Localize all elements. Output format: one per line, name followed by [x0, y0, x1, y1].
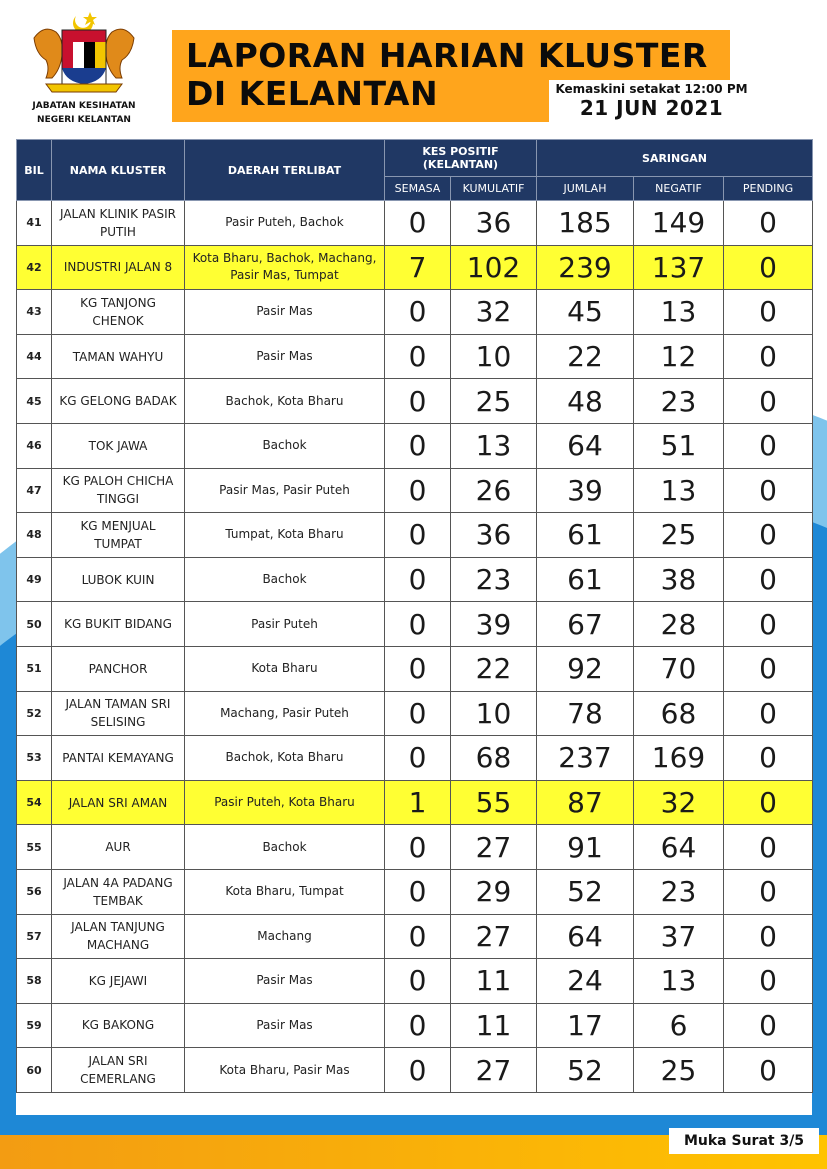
cell-pending: 0 [724, 1048, 813, 1093]
cell-kumulatif: 68 [451, 736, 537, 781]
cell-daerah: Pasir Puteh [185, 602, 385, 647]
cell-bil: 45 [17, 379, 52, 424]
cell-negatif: 149 [634, 201, 724, 246]
header-semasa: SEMASA [385, 177, 451, 201]
cell-negatif: 38 [634, 557, 724, 602]
cell-kumulatif: 27 [451, 1048, 537, 1093]
table-row [17, 869, 813, 914]
cell-negatif: 37 [634, 914, 724, 959]
page-title-line1: LAPORAN HARIAN KLUSTER [186, 36, 708, 75]
cell-kumulatif: 11 [451, 959, 537, 1004]
cell-kumulatif: 27 [451, 914, 537, 959]
cell-jumlah: 45 [537, 290, 634, 335]
cell-negatif: 12 [634, 334, 724, 379]
cell-semasa: 0 [385, 557, 451, 602]
cell-pending: 0 [724, 245, 813, 290]
cell-nama-kluster: AUR [52, 825, 185, 870]
cell-nama-kluster: KG BAKONG [52, 1003, 185, 1048]
cell-daerah: Bachok, Kota Bharu [185, 379, 385, 424]
table-row [17, 780, 813, 825]
cell-kumulatif: 13 [451, 423, 537, 468]
cell-semasa: 0 [385, 646, 451, 691]
cell-nama-kluster: JALAN TANJUNG MACHANG [52, 914, 185, 959]
cell-pending: 0 [724, 914, 813, 959]
org-name-line2: NEGERI KELANTAN [37, 115, 131, 125]
cell-semasa: 0 [385, 825, 451, 870]
cell-bil: 41 [17, 201, 52, 246]
cell-jumlah: 61 [537, 557, 634, 602]
cell-nama-kluster: LUBOK KUIN [52, 557, 185, 602]
cell-nama-kluster: PANTAI KEMAYANG [52, 736, 185, 781]
cell-negatif: 13 [634, 468, 724, 513]
table-row [17, 245, 813, 290]
cell-bil: 52 [17, 691, 52, 736]
cell-bil: 56 [17, 869, 52, 914]
cell-negatif: 137 [634, 245, 724, 290]
cell-bil: 53 [17, 736, 52, 781]
cell-bil: 58 [17, 959, 52, 1004]
cell-kumulatif: 26 [451, 468, 537, 513]
cell-semasa: 0 [385, 468, 451, 513]
cell-pending: 0 [724, 513, 813, 558]
org-name-line1: JABATAN KESIHATAN [32, 101, 136, 111]
cell-daerah: Pasir Mas [185, 959, 385, 1004]
cell-semasa: 0 [385, 691, 451, 736]
cell-pending: 0 [724, 468, 813, 513]
cell-nama-kluster: KG GELONG BADAK [52, 379, 185, 424]
cell-nama-kluster: KG JEJAWI [52, 959, 185, 1004]
cell-semasa: 0 [385, 959, 451, 1004]
cell-negatif: 25 [634, 1048, 724, 1093]
cell-jumlah: 64 [537, 423, 634, 468]
table-row [17, 602, 813, 647]
cell-pending: 0 [724, 825, 813, 870]
cell-bil: 54 [17, 780, 52, 825]
cell-nama-kluster: TAMAN WAHYU [52, 334, 185, 379]
cell-semasa: 7 [385, 245, 451, 290]
cell-kumulatif: 36 [451, 201, 537, 246]
cell-daerah: Kota Bharu [185, 646, 385, 691]
cell-nama-kluster: KG TANJONG CHENOK [52, 290, 185, 335]
cell-bil: 48 [17, 513, 52, 558]
cell-jumlah: 39 [537, 468, 634, 513]
cell-semasa: 0 [385, 334, 451, 379]
table-body [17, 201, 813, 1093]
table-row [17, 468, 813, 513]
cell-bil: 57 [17, 914, 52, 959]
header-kumulatif: KUMULATIF [451, 177, 537, 201]
cell-bil: 43 [17, 290, 52, 335]
cell-jumlah: 185 [537, 201, 634, 246]
table-row [17, 379, 813, 424]
cell-semasa: 0 [385, 423, 451, 468]
cell-jumlah: 24 [537, 959, 634, 1004]
header-pending: PENDING [724, 177, 813, 201]
cell-jumlah: 239 [537, 245, 634, 290]
cell-jumlah: 61 [537, 513, 634, 558]
cell-negatif: 70 [634, 646, 724, 691]
header-jumlah: JUMLAH [537, 177, 634, 201]
cell-daerah: Machang, Pasir Puteh [185, 691, 385, 736]
cell-nama-kluster: JALAN KLINIK PASIR PUTIH [52, 201, 185, 246]
page-title-line2: DI KELANTAN [186, 74, 439, 113]
cell-semasa: 0 [385, 513, 451, 558]
cell-daerah: Bachok [185, 423, 385, 468]
cell-daerah: Machang [185, 914, 385, 959]
header-negatif: NEGATIF [634, 177, 724, 201]
cell-daerah: Pasir Mas [185, 1003, 385, 1048]
cell-jumlah: 64 [537, 914, 634, 959]
cell-negatif: 32 [634, 780, 724, 825]
cell-nama-kluster: KG MENJUAL TUMPAT [52, 513, 185, 558]
cell-kumulatif: 10 [451, 691, 537, 736]
cell-jumlah: 78 [537, 691, 634, 736]
cell-negatif: 25 [634, 513, 724, 558]
table-row [17, 736, 813, 781]
cell-daerah: Kota Bharu, Tumpat [185, 869, 385, 914]
cell-pending: 0 [724, 869, 813, 914]
cell-bil: 59 [17, 1003, 52, 1048]
cell-pending: 0 [724, 780, 813, 825]
header-kes-positif-line1: KES POSITIF [422, 145, 499, 158]
cell-nama-kluster: JALAN 4A PADANG TEMBAK [52, 869, 185, 914]
table-row [17, 825, 813, 870]
cell-negatif: 23 [634, 869, 724, 914]
cell-jumlah: 91 [537, 825, 634, 870]
cell-bil: 55 [17, 825, 52, 870]
cell-kumulatif: 39 [451, 602, 537, 647]
cell-jumlah: 22 [537, 334, 634, 379]
cell-daerah: Pasir Mas, Pasir Puteh [185, 468, 385, 513]
cell-kumulatif: 27 [451, 825, 537, 870]
cell-jumlah: 237 [537, 736, 634, 781]
cell-semasa: 0 [385, 1048, 451, 1093]
table-row [17, 334, 813, 379]
header-kes-positif [385, 140, 537, 177]
cell-nama-kluster: KG BUKIT BIDANG [52, 602, 185, 647]
cell-pending: 0 [724, 736, 813, 781]
cell-pending: 0 [724, 602, 813, 647]
table-row [17, 1048, 813, 1093]
cell-semasa: 0 [385, 869, 451, 914]
header-bil: BIL [17, 140, 52, 201]
cell-jumlah: 17 [537, 1003, 634, 1048]
cell-kumulatif: 29 [451, 869, 537, 914]
header-nama-kluster: NAMA KLUSTER [52, 140, 185, 201]
cell-semasa: 0 [385, 290, 451, 335]
cell-pending: 0 [724, 379, 813, 424]
cell-bil: 46 [17, 423, 52, 468]
cell-negatif: 28 [634, 602, 724, 647]
cell-pending: 0 [724, 557, 813, 602]
cell-bil: 42 [17, 245, 52, 290]
cell-daerah: Pasir Mas [185, 334, 385, 379]
cell-kumulatif: 55 [451, 780, 537, 825]
cell-bil: 47 [17, 468, 52, 513]
cluster-table-container [16, 139, 812, 1115]
cell-jumlah: 52 [537, 1048, 634, 1093]
cell-negatif: 68 [634, 691, 724, 736]
cell-pending: 0 [724, 959, 813, 1004]
table-row [17, 959, 813, 1004]
cell-negatif: 6 [634, 1003, 724, 1048]
coat-of-arms-logo [14, 8, 154, 133]
update-label: Kemaskini setakat 12:00 PM [555, 82, 748, 96]
table-row [17, 201, 813, 246]
cell-pending: 0 [724, 334, 813, 379]
table-row [17, 513, 813, 558]
cell-jumlah: 67 [537, 602, 634, 647]
cell-nama-kluster: PANCHOR [52, 646, 185, 691]
cell-nama-kluster: JALAN SRI CEMERLANG [52, 1048, 185, 1093]
cell-daerah: Tumpat, Kota Bharu [185, 513, 385, 558]
cell-daerah: Pasir Puteh, Bachok [185, 201, 385, 246]
cell-negatif: 64 [634, 825, 724, 870]
header-daerah-terlibat: DAERAH TERLIBAT [185, 140, 385, 201]
cell-nama-kluster: JALAN SRI AMAN [52, 780, 185, 825]
cell-pending: 0 [724, 691, 813, 736]
cell-semasa: 0 [385, 1003, 451, 1048]
cell-pending: 0 [724, 423, 813, 468]
cell-kumulatif: 102 [451, 245, 537, 290]
cell-bil: 60 [17, 1048, 52, 1093]
cell-daerah: Bachok [185, 557, 385, 602]
cell-negatif: 23 [634, 379, 724, 424]
page-number-label: Muka Surat 3/5 [669, 1128, 819, 1154]
cell-kumulatif: 25 [451, 379, 537, 424]
update-date-box [549, 80, 754, 124]
table-row [17, 646, 813, 691]
cell-bil: 44 [17, 334, 52, 379]
header-saringan: SARINGAN [537, 140, 813, 177]
table-row [17, 691, 813, 736]
cell-semasa: 0 [385, 201, 451, 246]
cluster-table [16, 139, 813, 1093]
cell-semasa: 0 [385, 379, 451, 424]
cell-semasa: 1 [385, 780, 451, 825]
table-row [17, 557, 813, 602]
cell-pending: 0 [724, 201, 813, 246]
cell-kumulatif: 10 [451, 334, 537, 379]
cell-negatif: 169 [634, 736, 724, 781]
table-row [17, 1003, 813, 1048]
table-row [17, 290, 813, 335]
cell-nama-kluster: JALAN TAMAN SRI SELISING [52, 691, 185, 736]
cell-daerah: Kota Bharu, Pasir Mas [185, 1048, 385, 1093]
coat-of-arms-icon [28, 8, 140, 98]
cell-pending: 0 [724, 1003, 813, 1048]
cell-pending: 0 [724, 290, 813, 335]
cell-daerah: Kota Bharu, Bachok, Machang, Pasir Mas, Tumpat [185, 245, 385, 290]
cell-negatif: 13 [634, 290, 724, 335]
cell-kumulatif: 36 [451, 513, 537, 558]
cell-kumulatif: 23 [451, 557, 537, 602]
cell-nama-kluster: INDUSTRI JALAN 8 [52, 245, 185, 290]
cell-nama-kluster: KG PALOH CHICHA TINGGI [52, 468, 185, 513]
cell-bil: 51 [17, 646, 52, 691]
cell-bil: 50 [17, 602, 52, 647]
cell-daerah: Pasir Mas [185, 290, 385, 335]
cell-bil: 49 [17, 557, 52, 602]
cell-semasa: 0 [385, 914, 451, 959]
cell-semasa: 0 [385, 602, 451, 647]
cell-kumulatif: 11 [451, 1003, 537, 1048]
table-row [17, 423, 813, 468]
cell-nama-kluster: TOK JAWA [52, 423, 185, 468]
cell-jumlah: 87 [537, 780, 634, 825]
cell-pending: 0 [724, 646, 813, 691]
cell-daerah: Pasir Puteh, Kota Bharu [185, 780, 385, 825]
report-date: 21 JUN 2021 [579, 96, 724, 120]
header-kes-positif-line2: (KELANTAN) [422, 158, 499, 171]
cell-jumlah: 92 [537, 646, 634, 691]
cell-kumulatif: 22 [451, 646, 537, 691]
cell-negatif: 51 [634, 423, 724, 468]
table-row [17, 914, 813, 959]
cell-negatif: 13 [634, 959, 724, 1004]
cell-daerah: Bachok [185, 825, 385, 870]
cell-daerah: Bachok, Kota Bharu [185, 736, 385, 781]
cell-jumlah: 52 [537, 869, 634, 914]
cell-semasa: 0 [385, 736, 451, 781]
cell-kumulatif: 32 [451, 290, 537, 335]
cell-jumlah: 48 [537, 379, 634, 424]
